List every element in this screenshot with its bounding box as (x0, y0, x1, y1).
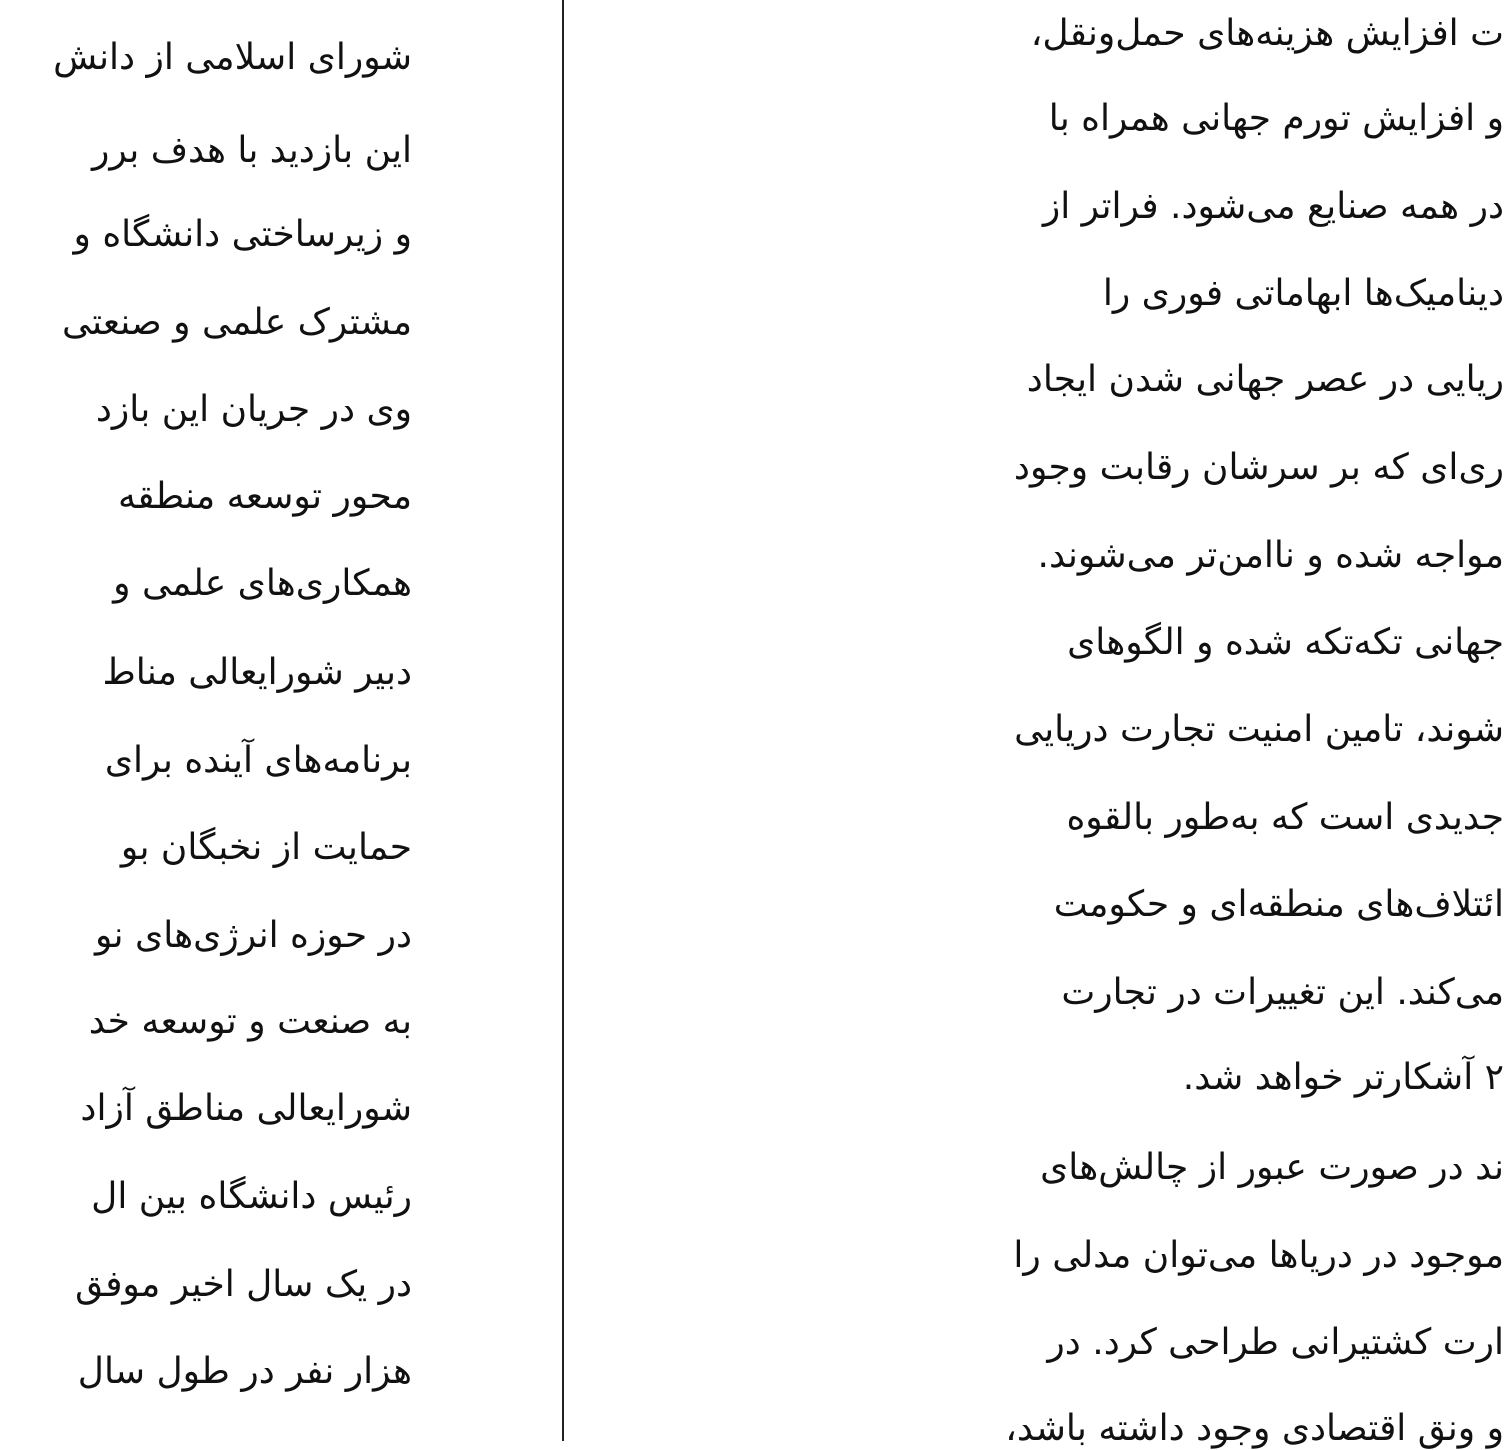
text-line: ریایی در عصر جهانی شدن ایجاد (1027, 359, 1504, 401)
left-text-column (0, 0, 412, 1441)
text-line: حمایت از نخبگان بو (121, 827, 412, 869)
text-line: به صنعت و توسعه خد (89, 1001, 412, 1043)
text-line: مواجه شده و ناامن‌تر می‌شوند. (1038, 535, 1504, 577)
text-line: برنامه‌های آینده برای (105, 740, 412, 782)
text-line: همکاری‌های علمی و (113, 563, 412, 605)
text-line: ت افزایش هزینه‌های حمل‌ونقل، (1031, 13, 1504, 55)
column-divider (562, 0, 564, 1441)
text-line: دینامیک‌ها ابهاماتی فوری را (1103, 273, 1504, 315)
text-line: شورایعالی مناطق آزاد (80, 1088, 412, 1130)
text-line: ائتلاف‌های منطقه‌ای و حکومت (1054, 884, 1504, 926)
text-line: محور توسعه منطقه (118, 476, 412, 518)
text-line: این بازدید با هدف برر (92, 130, 412, 172)
text-line: جهانی تکه‌تکه شده و الگوهای (1067, 622, 1504, 664)
text-line: و زیرساختی دانشگاه و (73, 214, 412, 256)
right-text-column (806, 0, 1500, 1441)
text-line: دبیر شورایعالی مناط (102, 652, 412, 694)
text-line: شوند، تامین امنیت تجارت دریایی (1014, 709, 1504, 751)
text-line: ۲ آشکارتر خواهد شد. (1183, 1057, 1504, 1099)
text-line: می‌کند. این تغییرات در تجارت (1061, 972, 1504, 1014)
text-line: رئیس دانشگاه بین ال (91, 1176, 412, 1218)
text-line: و ونق اقتصادی وجود داشته باشد، (1005, 1408, 1504, 1450)
text-line: هزار نفر در طول سال (78, 1351, 412, 1393)
text-line: مشترک علمی و صنعتی (62, 302, 412, 344)
text-line: جدیدی است که به‌طور بالقوه (1066, 797, 1504, 839)
text-line: وی در جریان این بازد (96, 389, 412, 431)
text-line: ارت کشتیرانی طراحی کرد. در (1047, 1322, 1504, 1364)
text-line: شورای اسلامی از دانش (53, 37, 412, 79)
text-line: و افزایش تورم جهانی همراه با (1049, 98, 1504, 140)
text-line: در همه صنایع می‌شود. فراتر از (1043, 186, 1504, 228)
text-line: در یک سال اخیر موفق (75, 1264, 412, 1306)
text-line: در حوزه انرژی‌های نو (95, 915, 412, 957)
text-line: موجود در دریاها می‌توان مدلی را (1013, 1235, 1504, 1277)
text-line: ری‌ای که بر سرشان رقابت وجود (1014, 447, 1504, 489)
text-line: ند در صورت عبور از چالش‌های (1040, 1147, 1504, 1189)
